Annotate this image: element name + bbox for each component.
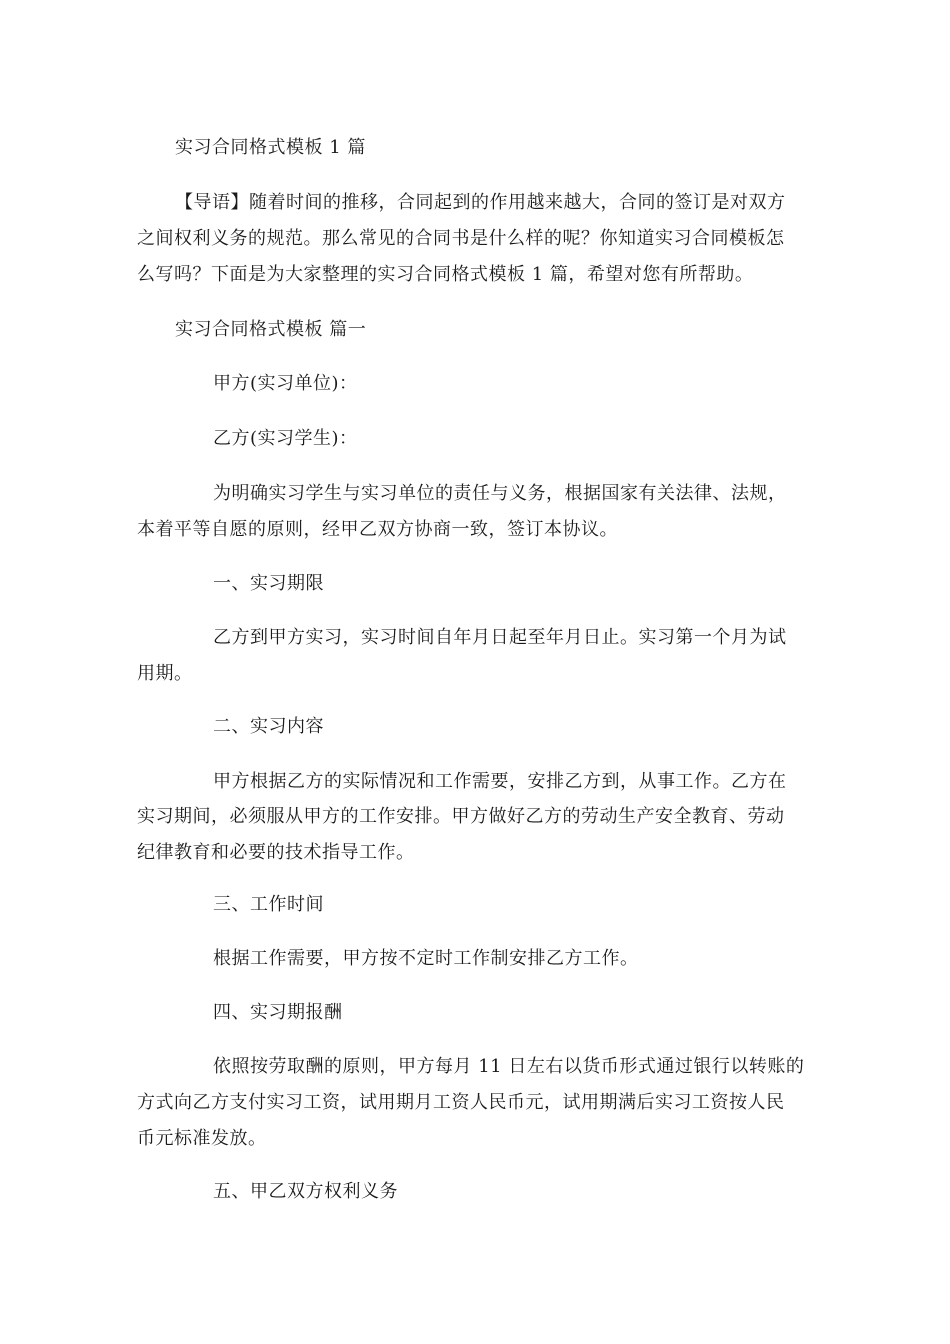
intro-line-3: 么写吗？下面是为大家整理的实习合同格式模板 1 篇，希望对您有所帮助。 (137, 264, 754, 285)
document-title: 实习合同格式模板 1 篇 (175, 137, 366, 158)
document-subtitle: 实习合同格式模板 篇一 (175, 319, 367, 340)
section-2-line-1: 甲方根据乙方的实际情况和工作需要，安排乙方到，从事工作。乙方在 (213, 771, 787, 792)
party-b-label: 乙方(实习学生)： (213, 428, 358, 449)
section-heading-1: 一、实习期限 (213, 573, 324, 594)
intro-line-2: 之间权利义务的规范。那么常见的合同书是什么样的呢？你知道实习合同模板怎 (137, 228, 785, 249)
preamble-line-1: 为明确实习学生与实习单位的责任与义务，根据国家有关法律、法规， (213, 483, 787, 504)
section-2-line-3: 纪律教育和必要的技术指导工作。 (137, 842, 415, 863)
intro-line-1: 【导语】随着时间的推移，合同起到的作用越来越大，合同的签订是对双方 (175, 192, 786, 213)
party-a-label: 甲方(实习单位)： (213, 373, 358, 394)
section-4-line-3: 币元标准发放。 (137, 1128, 267, 1149)
section-heading-2: 二、实习内容 (213, 716, 324, 737)
preamble-line-2: 本着平等自愿的原则，经甲乙双方协商一致，签订本协议。 (137, 519, 618, 540)
section-heading-4: 四、实习期报酬 (213, 1002, 343, 1023)
section-heading-3: 三、工作时间 (213, 894, 324, 915)
section-3-line-1: 根据工作需要，甲方按不定时工作制安排乙方工作。 (213, 948, 639, 969)
section-4-line-1: 依照按劳取酬的原则，甲方每月 11 日左右以货币形式通过银行以转账的 (213, 1056, 805, 1077)
section-2-line-2: 实习期间，必须服从甲方的工作安排。甲方做好乙方的劳动生产安全教育、劳动 (137, 806, 785, 827)
section-heading-5: 五、甲乙双方权利义务 (213, 1181, 398, 1202)
section-1-line-2: 用期。 (137, 663, 193, 684)
section-1-line-1: 乙方到甲方实习，实习时间自年月日起至年月日止。实习第一个月为试 (213, 627, 787, 648)
section-4-line-2: 方式向乙方支付实习工资，试用期月工资人民币元，试用期满后实习工资按人民 (137, 1092, 785, 1113)
